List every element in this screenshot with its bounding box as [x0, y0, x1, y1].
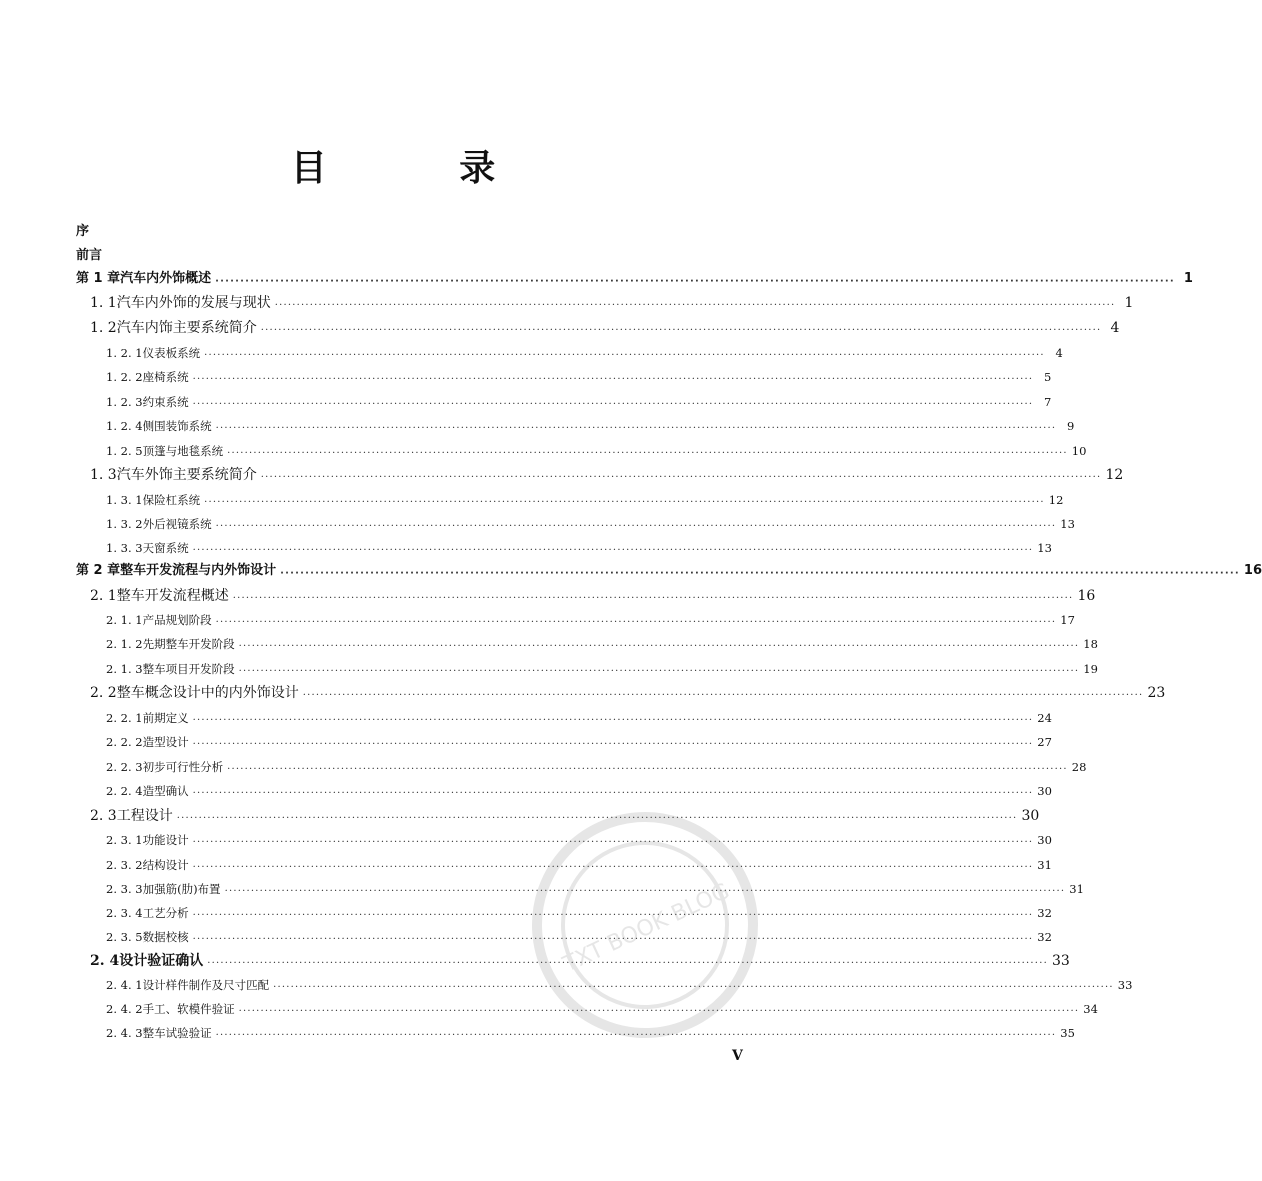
- toc-entry-number: 1. 3: [90, 467, 117, 483]
- toc-entry-title: 整车开发流程概述: [116, 588, 229, 604]
- toc-entry-title: 初步可行性分析: [142, 760, 224, 774]
- toc-entry[interactable]: [90, 586, 1096, 606]
- toc-entry[interactable]: [106, 514, 1075, 534]
- toc-entry-page: 4: [1110, 320, 1120, 336]
- dot-leader: [204, 349, 1045, 363]
- toc-entry-number: 2. 2. 3: [106, 760, 143, 774]
- toc-entry-page: 9: [1066, 419, 1075, 433]
- toc-entry-number: 第 2 章: [76, 563, 121, 578]
- toc-entry-number: 1. 3. 1: [106, 493, 143, 507]
- toc-entry-title: 汽车内外饰概述: [120, 271, 212, 286]
- toc-entry-number: 2. 2: [90, 685, 117, 701]
- toc-entry-title: 整车概念设计中的内外饰设计: [116, 685, 299, 701]
- dot-leader: [216, 616, 1057, 630]
- toc-entry-title: 设计样件制作及尺寸匹配: [142, 978, 270, 992]
- toc-entry-number: 1. 1: [90, 295, 117, 311]
- toc-entry-page: 18: [1083, 637, 1098, 651]
- toc-entry[interactable]: [106, 343, 1063, 363]
- dot-leader: [227, 763, 1068, 777]
- toc-entry[interactable]: [106, 538, 1052, 558]
- toc-entry-page: 33: [1117, 978, 1133, 992]
- toc-entry-title: 汽车内饰主要系统简介: [116, 320, 257, 336]
- dot-leader: [193, 787, 1034, 801]
- toc-entry-page: 1: [1183, 271, 1193, 286]
- toc-entry-page: 13: [1037, 541, 1052, 555]
- toc-entry-number: 2. 1: [90, 588, 117, 604]
- watermark-text: TXT BOOK BLOG: [559, 878, 734, 978]
- toc-entry-page: 4: [1055, 346, 1063, 360]
- toc-entry[interactable]: [76, 561, 1262, 581]
- toc-entry[interactable]: [106, 490, 1064, 510]
- toc-entry-title: 外后视镜系统: [142, 517, 212, 531]
- toc-entry-number: 2. 3. 2: [106, 858, 143, 872]
- toc-entry-title: 天窗系统: [142, 541, 189, 555]
- toc-entry-title: 先期整车开发阶段: [142, 637, 235, 651]
- dot-leader: [204, 496, 1045, 510]
- toc-entry-page: 12: [1048, 493, 1064, 507]
- toc-entry-number: 2. 3. 1: [106, 833, 143, 847]
- toc-entry-page: 30: [1021, 808, 1040, 824]
- dot-leader: [193, 714, 1034, 728]
- toc-entry-number: 1. 2. 2: [106, 370, 143, 384]
- toc-entry-number: 1. 2. 1: [106, 346, 143, 360]
- toc-entry-number: 1. 2: [90, 320, 117, 336]
- toc-entry-number: 2. 4. 1: [106, 978, 143, 992]
- toc-entry[interactable]: [106, 634, 1098, 654]
- toc-entry[interactable]: [106, 757, 1087, 777]
- toc-entry-title: 整车试验验证: [142, 1026, 212, 1040]
- toc-entry[interactable]: [90, 293, 1134, 313]
- toc-foreword: 前言: [76, 248, 103, 263]
- toc-entry-page: 30: [1037, 833, 1052, 847]
- toc-entry-page: 7: [1043, 395, 1052, 409]
- toc-entry-title: 数据校核: [142, 930, 189, 944]
- toc-entry[interactable]: [90, 318, 1120, 338]
- toc-entry[interactable]: [106, 416, 1075, 436]
- toc-entry[interactable]: [106, 610, 1075, 630]
- toc-entry-number: 第 1 章: [76, 271, 121, 286]
- toc-entry[interactable]: [106, 441, 1087, 461]
- dot-leader: [239, 665, 1080, 679]
- toc-entry[interactable]: [106, 732, 1052, 752]
- toc-entry-title: 加强筋(肋)布置: [142, 882, 221, 896]
- toc-entry-number: 2. 4. 3: [106, 1026, 143, 1040]
- toc-entry-page: 34: [1083, 1002, 1098, 1016]
- dot-leader: [239, 640, 1080, 654]
- toc-entry-page: 10: [1071, 444, 1087, 458]
- toc-preface: 序: [76, 224, 90, 239]
- dot-leader: [215, 275, 1175, 289]
- toc-entry-title: 侧围装饰系统: [142, 419, 212, 433]
- toc-entry-page: 16: [1243, 563, 1262, 578]
- dot-leader: [216, 520, 1057, 534]
- toc-entry-title: 产品规划阶段: [142, 613, 212, 627]
- toc-entry-title: 手工、软模件验证: [142, 1002, 235, 1016]
- toc-entry[interactable]: [90, 465, 1124, 485]
- toc-entry-title: 结构设计: [142, 858, 189, 872]
- toc-entry-title: 顶篷与地毯系统: [142, 444, 224, 458]
- dot-leader: [261, 324, 1102, 338]
- dot-leader: [233, 592, 1074, 606]
- toc-entry-number: 2. 3. 5: [106, 930, 143, 944]
- toc-entry-number: 1. 3. 2: [106, 517, 143, 531]
- page-title: 目 录: [290, 148, 556, 189]
- toc-entry-page: 31: [1037, 858, 1052, 872]
- toc-entry[interactable]: [106, 367, 1052, 387]
- toc-entry-number: 1. 2. 4: [106, 419, 143, 433]
- toc-entry-page: 28: [1071, 760, 1087, 774]
- toc-entry-page: 35: [1060, 1026, 1075, 1040]
- dot-leader: [275, 299, 1116, 313]
- toc-entry-page: 32: [1037, 930, 1052, 944]
- toc-entry-title: 造型确认: [142, 784, 189, 798]
- toc-entry[interactable]: [106, 392, 1052, 412]
- toc-entry-title: 汽车内外饰的发展与现状: [116, 295, 271, 311]
- toc-entry-number: 1. 2. 5: [106, 444, 143, 458]
- toc-entry-page: 5: [1043, 370, 1052, 384]
- dot-leader: [193, 544, 1034, 558]
- toc-entry-page: 33: [1051, 953, 1070, 969]
- toc-entry-title: 造型设计: [142, 735, 189, 749]
- toc-entry-number: 2. 1. 2: [106, 637, 143, 651]
- toc-entry[interactable]: [76, 269, 1193, 289]
- toc-entry-number: 2. 3. 3: [106, 882, 143, 896]
- toc-entry-number: 2. 3. 4: [106, 906, 143, 920]
- toc-entry-title: 整车开发流程与内外饰设计: [120, 563, 277, 578]
- toc-entry-number: 2. 4. 2: [106, 1002, 143, 1016]
- dot-leader: [303, 689, 1144, 703]
- dot-leader: [193, 373, 1034, 387]
- page-number: V: [732, 1048, 743, 1064]
- toc-entry[interactable]: [106, 708, 1052, 728]
- dot-leader: [216, 422, 1057, 436]
- toc-entry-page: 19: [1083, 662, 1098, 676]
- toc-entry-title: 设计验证确认: [119, 953, 204, 969]
- toc-entry-number: 1. 3. 3: [106, 541, 143, 555]
- toc-entry-page: 17: [1060, 613, 1075, 627]
- toc-entry-title: 工艺分析: [142, 906, 189, 920]
- toc-entry-number: 2. 2. 1: [106, 711, 143, 725]
- toc-entry-page: 31: [1069, 882, 1084, 896]
- toc-entry-title: 整车项目开发阶段: [142, 662, 235, 676]
- toc-entry-title: 约束系统: [142, 395, 189, 409]
- toc-entry[interactable]: [90, 683, 1166, 703]
- toc-entry-page: 13: [1060, 517, 1075, 531]
- toc-entry-page: 24: [1037, 711, 1052, 725]
- toc-entry-title: 工程设计: [116, 808, 173, 824]
- toc-entry-number: 2. 2. 4: [106, 784, 143, 798]
- toc-entry-title: 汽车外饰主要系统简介: [116, 467, 257, 483]
- toc-entry-number: 2. 3: [90, 808, 117, 824]
- dot-leader: [193, 738, 1034, 752]
- dot-leader: [280, 567, 1240, 581]
- toc-entry-page: 27: [1037, 735, 1052, 749]
- toc-entry-page: 23: [1147, 685, 1166, 701]
- toc-entry-title: 保险杠系统: [142, 493, 201, 507]
- dot-leader: [227, 447, 1068, 461]
- toc-entry-number: 2. 1. 3: [106, 662, 143, 676]
- toc-entry-title: 功能设计: [142, 833, 189, 847]
- toc-entry-page: 1: [1124, 295, 1134, 311]
- toc-entry-page: 30: [1037, 784, 1052, 798]
- toc-entry-number: 2. 1. 1: [106, 613, 143, 627]
- toc-entry-title: 座椅系统: [142, 370, 189, 384]
- toc-entry-title: 前期定义: [142, 711, 189, 725]
- toc-entry-number: 2. 2. 2: [106, 735, 143, 749]
- toc-entry-number: 1. 2. 3: [106, 395, 143, 409]
- toc-entry[interactable]: [106, 659, 1098, 679]
- toc-entry-title: 仪表板系统: [142, 346, 201, 360]
- toc-entry-page: 16: [1077, 588, 1096, 604]
- toc-entry-page: 12: [1105, 467, 1124, 483]
- dot-leader: [261, 471, 1102, 485]
- toc-entry-page: 32: [1037, 906, 1052, 920]
- dot-leader: [193, 398, 1034, 412]
- toc-entry-number: 2. 4: [90, 953, 120, 969]
